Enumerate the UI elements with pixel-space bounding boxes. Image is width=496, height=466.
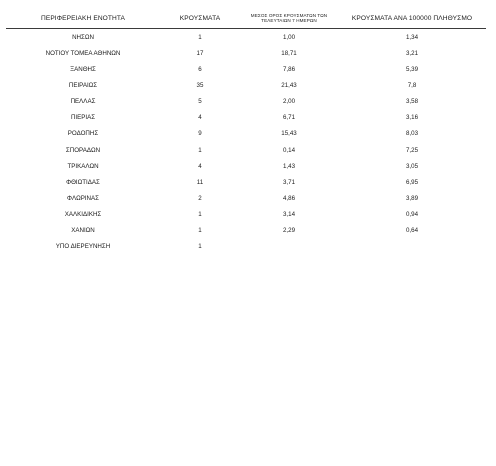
cases-per-100000-cell: 6,95 — [405, 178, 419, 186]
seven-day-average-cell: 1,43 — [282, 162, 296, 170]
cases-cell: 1 — [198, 243, 202, 251]
cases-per-100000-cell: 5,39 — [405, 65, 419, 73]
seven-day-average-cell: 7,86 — [282, 65, 296, 73]
region-name-cell: ΞΑΝΘΗΣ — [70, 65, 96, 73]
cases-cell: 5 — [198, 98, 202, 106]
table-row — [6, 207, 486, 223]
table-row — [6, 239, 486, 255]
seven-day-average-cell: 18,71 — [281, 49, 297, 57]
cases-cell: 4 — [198, 114, 202, 122]
region-name-cell: ΣΠΟΡΑΔΩΝ — [65, 146, 101, 154]
cases-cell: 17 — [196, 49, 204, 57]
cases-cell: 1 — [198, 211, 202, 219]
header-cases: ΚΡΟΥΣΜΑΤΑ — [160, 8, 240, 29]
region-name-cell: ΧΑΛΚΙΔΙΚΗΣ — [64, 211, 102, 219]
table-row — [6, 158, 486, 174]
cases-per-100000-cell — [338, 239, 486, 255]
table-row — [6, 77, 486, 93]
cases-per-100000-cell: 3,58 — [405, 98, 419, 106]
table-row — [6, 94, 486, 110]
cases-per-100000-cell: 3,21 — [405, 49, 419, 57]
seven-day-average-cell: 15,43 — [281, 130, 297, 138]
table-row — [6, 174, 486, 190]
cases-cell: 2 — [198, 194, 202, 202]
cases-per-100000-cell: 7,8 — [407, 81, 417, 89]
table-row — [6, 61, 486, 77]
seven-day-average-cell — [240, 239, 338, 255]
header-regional-unit: ΠΕΡΙΦΕΡΕΙΑΚΗ ΕΝΟΤΗΤΑ — [6, 8, 160, 29]
table-row — [6, 110, 486, 126]
header-cases-per-100000: ΚΡΟΥΣΜΑΤΑ ΑΝΑ 100000 ΠΛΗΘΥΣΜΟ — [338, 8, 486, 29]
region-name-cell: ΠΕΛΛΑΣ — [70, 98, 96, 106]
region-name-cell: ΠΙΕΡΙΑΣ — [70, 114, 96, 122]
table-row — [6, 223, 486, 239]
cases-cell: 1 — [198, 33, 202, 41]
region-name-cell: ΧΑΝΙΩΝ — [71, 227, 95, 235]
region-name-cell: ΡΟΔΟΠΗΣ — [67, 130, 99, 138]
cases-per-100000-cell: 3,05 — [405, 162, 419, 170]
region-name-cell: ΤΡΙΚΑΛΩΝ — [67, 162, 99, 170]
header-row — [6, 8, 486, 29]
cases-per-100000-cell: 1,34 — [405, 33, 419, 41]
cases-cell: 1 — [198, 227, 202, 235]
table-body — [6, 29, 486, 255]
cases-cell: 6 — [198, 65, 202, 73]
cases-table — [6, 8, 486, 255]
seven-day-average-cell: 2,29 — [282, 227, 296, 235]
seven-day-average-cell: 1,00 — [282, 33, 296, 41]
cases-cell: 35 — [196, 81, 204, 89]
region-name-cell: ΝΟΤΙΟΥ ΤΟΜΕΑ ΑΘΗΝΩΝ — [45, 49, 121, 57]
cases-cell: 1 — [198, 146, 202, 154]
cases-cell: 11 — [196, 178, 204, 186]
seven-day-average-cell: 3,71 — [282, 178, 296, 186]
table-row — [6, 142, 486, 158]
region-name-cell: ΥΠΟ ΔΙΕΡΕΥΝΗΣΗ — [55, 243, 111, 251]
cases-per-100000-cell: 8,03 — [405, 130, 419, 138]
seven-day-average-cell: 6,71 — [282, 114, 296, 122]
header-7day-average: ΜΕΣΟΣ ΟΡΟΣ ΚΡΟΥΣΜΑΤΩΝ ΤΩΝ ΤΕΛΕΥΤΑΙΩΝ 7 ΗΜΕΡΩΝ — [240, 8, 338, 29]
seven-day-average-cell: 2,00 — [282, 98, 296, 106]
table-row — [6, 45, 486, 61]
cases-per-100000-cell: 0,94 — [405, 211, 419, 219]
seven-day-average-cell: 3,14 — [282, 211, 296, 219]
region-name-cell: ΦΘΙΩΤΙΔΑΣ — [66, 178, 100, 186]
cases-per-100000-cell: 7,25 — [405, 146, 419, 154]
cases-per-100000-cell: 0,64 — [405, 227, 419, 235]
region-name-cell: ΠΕΙΡΑΙΩΣ — [68, 81, 98, 89]
cases-per-100000-cell: 3,16 — [405, 114, 419, 122]
region-name-cell: ΝΗΣΩΝ — [72, 33, 94, 41]
seven-day-average-cell: 0,14 — [282, 146, 296, 154]
region-name-cell: ΦΛΩΡΙΝΑΣ — [67, 194, 99, 202]
seven-day-average-cell: 21,43 — [281, 81, 297, 89]
table-row — [6, 29, 486, 46]
cases-cell: 4 — [198, 162, 202, 170]
cases-per-100000-cell: 3,89 — [405, 194, 419, 202]
table-row — [6, 126, 486, 142]
cases-cell: 9 — [198, 130, 202, 138]
table-row — [6, 190, 486, 206]
seven-day-average-cell: 4,86 — [282, 194, 296, 202]
